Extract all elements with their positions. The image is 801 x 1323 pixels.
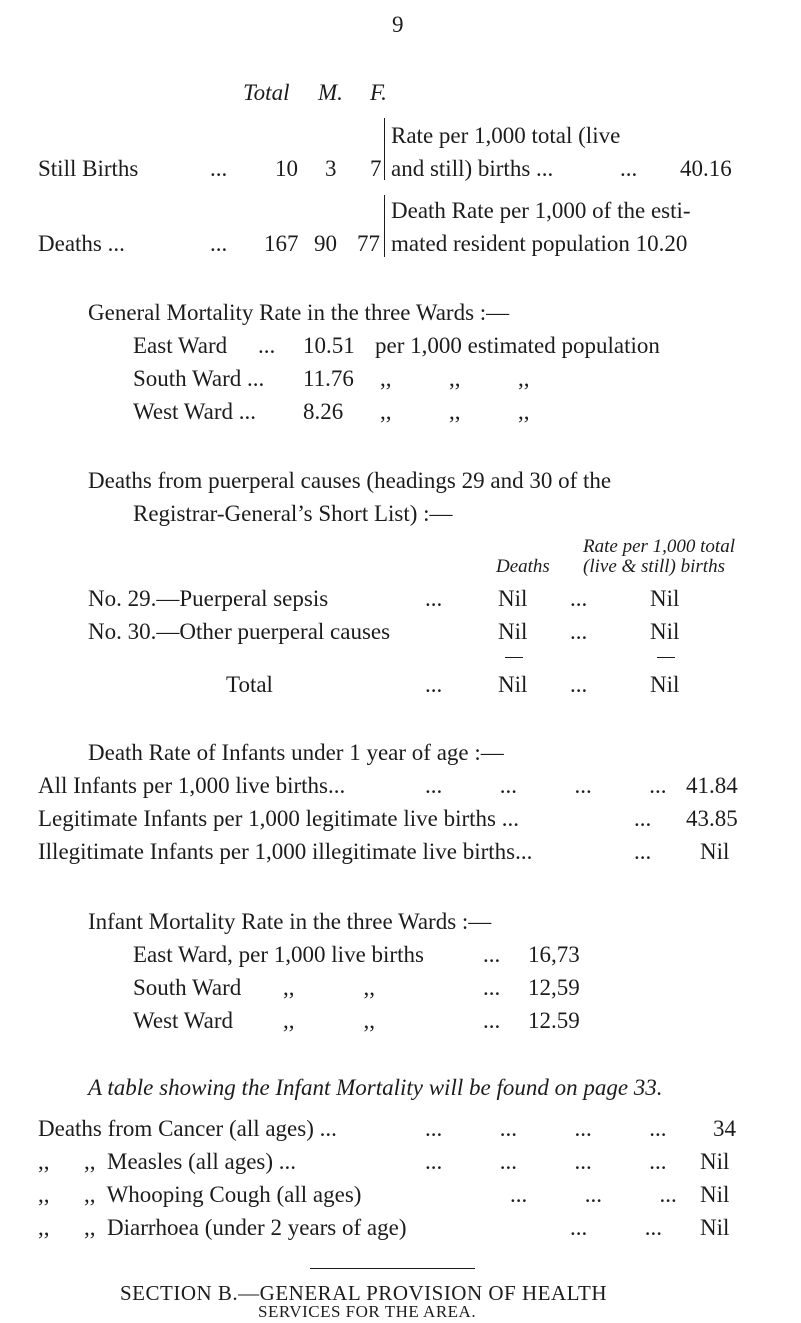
table-note: A table showing the Infant Mortality will be found on page 33. bbox=[88, 1075, 663, 1100]
infant-legit-value: 43.85 bbox=[686, 806, 738, 831]
page-number: 9 bbox=[392, 12, 404, 37]
infant-all-dots: ... ... ... ... bbox=[425, 773, 667, 798]
still-births-rate-value: 40.16 bbox=[680, 156, 732, 181]
gm-west-ditto: ,, ,, ,, bbox=[380, 399, 530, 424]
infant-legit-label: Legitimate Infants per 1,000 legitimate live births ... bbox=[38, 806, 519, 831]
whooping-label: ,, ,, Whooping Cough (all ages) bbox=[38, 1182, 362, 1207]
puerperal-row-30-deaths: Nil bbox=[498, 619, 528, 644]
infant-illegit-value: Nil bbox=[700, 839, 730, 864]
still-births-m: 3 bbox=[325, 156, 337, 181]
gm-south-ward: South Ward ... bbox=[133, 366, 265, 391]
gm-south-value: 11.76 bbox=[303, 366, 354, 391]
iw-south-dots: ... bbox=[483, 975, 501, 1000]
cancer-value: 34 bbox=[713, 1116, 736, 1141]
brace-deaths bbox=[384, 195, 385, 257]
puerperal-total-label: Total bbox=[226, 672, 273, 697]
iw-east-dots: ... bbox=[483, 942, 501, 967]
header-m: M. bbox=[318, 80, 343, 105]
puerperal-row-30-rate: Nil bbox=[650, 619, 680, 644]
cancer-dots: ... ... ... ... bbox=[425, 1116, 667, 1141]
still-births-total: 10 bbox=[275, 156, 298, 181]
general-mortality-heading: General Mortality Rate in the three Wards :— bbox=[88, 300, 510, 325]
infant-all-value: 41.84 bbox=[686, 773, 738, 798]
deaths-dots: ... bbox=[210, 231, 228, 256]
puerperal-col-rate-2: (live & still) births bbox=[583, 556, 725, 577]
diarrhoea-value: Nil bbox=[700, 1215, 730, 1240]
gm-west-value: 8.26 bbox=[303, 399, 344, 424]
puerperal-row-29-label: No. 29.—Puerperal sepsis bbox=[88, 586, 329, 611]
puerperal-row-29-dots1: ... bbox=[425, 586, 443, 611]
infant-all-label: All Infants per 1,000 live births... bbox=[38, 773, 346, 798]
puerperal-row-30-label: No. 30.—Other puerperal causes bbox=[88, 619, 391, 644]
puerperal-col-deaths: Deaths bbox=[496, 556, 550, 577]
infant-illegit-dots: ... bbox=[634, 839, 652, 864]
header-f: F. bbox=[370, 80, 387, 105]
puerperal-heading-2: Registrar-General’s Short List) :— bbox=[133, 501, 453, 526]
iw-west-ward: West Ward bbox=[133, 1008, 233, 1033]
measles-value: Nil bbox=[700, 1149, 730, 1174]
iw-west-ditto: ,, ,, bbox=[283, 1008, 375, 1033]
section-divider bbox=[310, 1268, 475, 1269]
deaths-label: Deaths ... bbox=[38, 231, 125, 256]
measles-dots: ... ... ... ... bbox=[425, 1149, 667, 1174]
iw-west-dots: ... bbox=[483, 1008, 501, 1033]
still-births-label: Still Births bbox=[38, 156, 139, 181]
puerperal-row-29-deaths: Nil bbox=[498, 586, 528, 611]
puerperal-total-rate: Nil bbox=[650, 672, 680, 697]
iw-east-value: 16,73 bbox=[528, 942, 580, 967]
gm-south-ditto: ,, ,, ,, bbox=[380, 366, 530, 391]
infant-legit-dots: ... bbox=[634, 806, 652, 831]
puerperal-rule-rate bbox=[657, 657, 675, 658]
puerperal-row-30-dots2: ... bbox=[570, 619, 588, 644]
gm-east-dots: ... bbox=[258, 333, 276, 358]
brace-still-births bbox=[384, 118, 385, 180]
header-total: Total bbox=[243, 80, 290, 105]
gm-west-ward: West Ward ... bbox=[133, 399, 256, 424]
still-births-rate-line2: and still) births ... bbox=[391, 156, 554, 181]
infant-illegit-label: Illegitimate Infants per 1,000 illegitimate live births... bbox=[38, 839, 533, 864]
gm-east-unit: per 1,000 estimated population bbox=[375, 333, 660, 358]
iw-south-ditto: ,, ,, bbox=[283, 975, 375, 1000]
iw-west-value: 12.59 bbox=[528, 1008, 580, 1033]
puerperal-total-deaths: Nil bbox=[498, 672, 528, 697]
puerperal-row-29-rate: Nil bbox=[650, 586, 680, 611]
diarrhoea-dots: ... ... bbox=[570, 1215, 662, 1240]
puerperal-total-dots2: ... bbox=[570, 672, 588, 697]
whooping-dots: ... ... ... bbox=[510, 1182, 677, 1207]
whooping-value: Nil bbox=[700, 1182, 730, 1207]
cancer-label: Deaths from Cancer (all ages) ... bbox=[38, 1116, 337, 1141]
deaths-m: 90 bbox=[314, 231, 337, 256]
still-births-f: 7 bbox=[370, 156, 382, 181]
iw-south-value: 12,59 bbox=[528, 975, 580, 1000]
section-b-title-2: SERVICES FOR THE AREA. bbox=[258, 1302, 477, 1321]
deaths-f: 77 bbox=[357, 231, 380, 256]
gm-east-value: 10.51 bbox=[303, 333, 355, 358]
still-births-rate-dots: ... bbox=[620, 156, 638, 181]
section-b-title-1: SECTION B.—GENERAL PROVISION OF HEALTH bbox=[120, 1281, 608, 1305]
puerperal-heading-1: Deaths from puerperal causes (headings 29 and 30 of the bbox=[88, 468, 612, 493]
infant-wards-heading: Infant Mortality Rate in the three Wards :— bbox=[88, 909, 492, 934]
iw-south-ward: South Ward bbox=[133, 975, 242, 1000]
measles-label: ,, ,, Measles (all ages) ... bbox=[38, 1149, 297, 1174]
deaths-rate-line1: Death Rate per 1,000 of the esti- bbox=[391, 198, 691, 223]
infant-death-heading: Death Rate of Infants under 1 year of age :— bbox=[88, 740, 504, 765]
deaths-rate-line2: mated resident population 10.20 bbox=[391, 231, 688, 256]
iw-east-ward: East Ward, per 1,000 live births bbox=[133, 942, 424, 967]
puerperal-col-rate-1: Rate per 1,000 total bbox=[583, 536, 735, 557]
deaths-total: 167 bbox=[264, 231, 299, 256]
gm-east-ward: East Ward bbox=[133, 333, 228, 358]
puerperal-rule-deaths bbox=[505, 657, 523, 658]
still-births-rate-line1: Rate per 1,000 total (live bbox=[391, 123, 621, 148]
diarrhoea-label: ,, ,, Diarrhoea (under 2 years of age) bbox=[38, 1215, 407, 1240]
puerperal-total-dots1: ... bbox=[425, 672, 443, 697]
puerperal-row-29-dots2: ... bbox=[570, 586, 588, 611]
still-births-dots: ... bbox=[210, 156, 228, 181]
